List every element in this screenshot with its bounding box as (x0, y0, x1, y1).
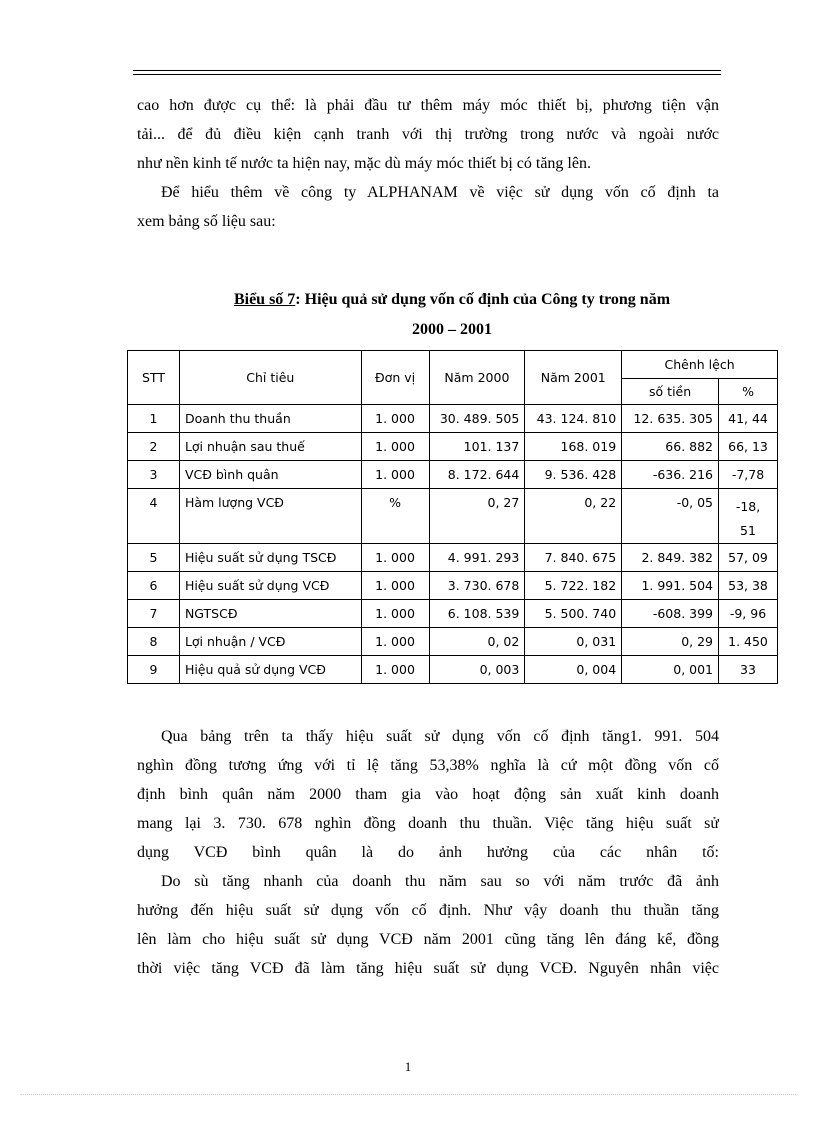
cell-year-2001: 7. 840. 675 (525, 544, 622, 572)
cell-year-2001: 168. 019 (525, 433, 622, 461)
header-amount: số tiền (622, 379, 719, 405)
cell-indicator: Hiệu quả sử dụng VCĐ (179, 656, 361, 684)
table-row (128, 572, 778, 600)
cell-amount: -0, 05 (622, 489, 719, 544)
cell-stt: 5 (128, 544, 180, 572)
header-stt: STT (128, 351, 180, 405)
analysis-line: lên làm cho hiệu suất sử dụng VCĐ năm 2001 cũng tăng lên đáng kể, đồng (137, 931, 719, 948)
cell-year-2000: 0, 27 (429, 489, 525, 544)
cell-stt: 9 (128, 656, 180, 684)
cell-year-2001: 0, 22 (525, 489, 622, 544)
cell-percent: 57, 09 (719, 544, 778, 572)
cell-percent-part1: -18, (735, 499, 761, 514)
cell-indicator: Hiệu suất sử dụng TSCĐ (179, 544, 361, 572)
intro-line: cao hơn được cụ thể: là phải đầu tư thêm máy móc thiết bị, phương tiện vận (137, 97, 719, 114)
cell-indicator: Doanh thu thuần (179, 405, 361, 433)
analysis-line: Qua bảng trên ta thấy hiệu suất sử dụng vốn cố định tăng1. 991. 504 (161, 728, 719, 745)
cell-amount: 2. 849. 382 (622, 544, 719, 572)
cell-year-2001: 0, 031 (525, 628, 622, 656)
cell-percent: 1. 450 (719, 628, 778, 656)
cell-amount: 0, 29 (622, 628, 719, 656)
cell-indicator: VCĐ bình quân (179, 461, 361, 489)
table-header-row (128, 351, 778, 379)
fixed-capital-efficiency-table (127, 350, 778, 684)
cell-year-2000: 3. 730. 678 (429, 572, 525, 600)
cell-percent: -7,78 (719, 461, 778, 489)
cell-percent: 33 (719, 656, 778, 684)
table-row (128, 544, 778, 572)
analysis-line: Do sù tăng nhanh của doanh thu năm sau so với năm trước đã ảnh (161, 873, 719, 890)
cell-year-2000: 8. 172. 644 (429, 461, 525, 489)
cell-unit: 1. 000 (361, 405, 429, 433)
cell-stt: 4 (128, 489, 180, 544)
cell-unit: 1. 000 (361, 656, 429, 684)
cell-amount: -636. 216 (622, 461, 719, 489)
cell-year-2000: 0, 02 (429, 628, 525, 656)
cell-year-2000: 101. 137 (429, 433, 525, 461)
cell-amount: -608. 399 (622, 600, 719, 628)
header-year-2001: Năm 2001 (525, 351, 622, 405)
cell-percent-part2: 51 (740, 523, 756, 538)
cell-year-2001: 0, 004 (525, 656, 622, 684)
cell-unit: 1. 000 (361, 433, 429, 461)
cell-amount: 12. 635. 305 (622, 405, 719, 433)
analysis-line: dụng VCĐ bình quân là do ảnh hưởng của các nhân tố: (137, 844, 719, 861)
cell-year-2000: 4. 991. 293 (429, 544, 525, 572)
table-row (128, 433, 778, 461)
table-caption (127, 285, 777, 345)
cell-stt: 2 (128, 433, 180, 461)
table-row (128, 600, 778, 628)
cell-unit: 1. 000 (361, 628, 429, 656)
cell-indicator: Hàm lượng VCĐ (179, 489, 361, 544)
analysis-line: thời việc tăng VCĐ đã làm tăng hiệu suất sử dụng VCĐ. Nguyên nhân việc (137, 960, 719, 977)
cell-unit: 1. 000 (361, 544, 429, 572)
table-row (128, 461, 778, 489)
cell-stt: 6 (128, 572, 180, 600)
intro-line: xem bảng số liệu sau: (137, 213, 276, 230)
caption-years: 2000 – 2001 (412, 321, 492, 338)
cell-unit: 1. 000 (361, 572, 429, 600)
analysis-paragraph (137, 722, 719, 983)
header-indicator: Chỉ tiêu (179, 351, 361, 405)
cell-amount: 66. 882 (622, 433, 719, 461)
intro-line: Để hiểu thêm về công ty ALPHANAM về việc sử dụng vốn cố định ta (161, 184, 719, 201)
header-difference: Chênh lệch (622, 351, 778, 379)
cell-amount: 0, 001 (622, 656, 719, 684)
cell-year-2001: 43. 124. 810 (525, 405, 622, 433)
page-bottom-divider (20, 1094, 796, 1095)
cell-amount: 1. 991. 504 (622, 572, 719, 600)
cell-percent: -9, 96 (719, 600, 778, 628)
cell-indicator: Hiệu suất sử dụng VCĐ (179, 572, 361, 600)
analysis-line: nghìn đồng tương ứng với tỉ lệ tăng 53,38% nghĩa là cứ một đồng vốn cố (137, 757, 719, 774)
cell-indicator: Lợi nhuận sau thuế (179, 433, 361, 461)
table-row (128, 489, 778, 544)
header-rule-bottom (133, 74, 721, 75)
cell-stt: 8 (128, 628, 180, 656)
cell-year-2000: 0, 003 (429, 656, 525, 684)
cell-stt: 7 (128, 600, 180, 628)
header-rule-top (133, 70, 721, 71)
cell-year-2001: 5. 500. 740 (525, 600, 622, 628)
cell-percent: 53, 38 (719, 572, 778, 600)
cell-year-2001: 9. 536. 428 (525, 461, 622, 489)
intro-paragraph (137, 91, 719, 236)
cell-percent: 66, 13 (719, 433, 778, 461)
cell-stt: 1 (128, 405, 180, 433)
cell-unit: % (361, 489, 429, 544)
header-year-2000: Năm 2000 (429, 351, 525, 405)
analysis-line: mang lại 3. 730. 678 nghìn đồng doanh thu thuần. Việc tăng hiệu suất sử (137, 815, 719, 832)
caption-label: Biểu số 7 (233, 291, 296, 308)
cell-percent: 41, 44 (719, 405, 778, 433)
cell-indicator: Lợi nhuận / VCĐ (179, 628, 361, 656)
cell-year-2000: 6. 108. 539 (429, 600, 525, 628)
caption-title: : Hiệu quả sử dụng vốn cố định của Công ty trong năm (295, 291, 671, 308)
intro-line: tải... để đủ điều kiện cạnh tranh với thị trường trong nước và ngoài nước (137, 126, 719, 143)
cell-unit: 1. 000 (361, 461, 429, 489)
header-percent: % (719, 379, 778, 405)
cell-year-2001: 5. 722. 182 (525, 572, 622, 600)
table-row (128, 628, 778, 656)
analysis-line: hưởng đến hiệu suất sử dụng vốn cố định. Như vậy doanh thu thuần tăng (137, 902, 719, 919)
table-row (128, 405, 778, 433)
table-row (128, 656, 778, 684)
cell-unit: 1. 000 (361, 600, 429, 628)
analysis-line: định bình quân năm 2000 tham gia vào hoạt động sản xuất kinh doanh (137, 786, 719, 803)
cell-indicator: NGTSCĐ (179, 600, 361, 628)
cell-percent (719, 489, 778, 544)
cell-stt: 3 (128, 461, 180, 489)
intro-line: như nền kinh tế nước ta hiện nay, mặc dù máy móc thiết bị có tăng lên. (137, 155, 591, 172)
page-number: 1 (404, 1059, 412, 1074)
cell-year-2000: 30. 489. 505 (429, 405, 525, 433)
header-unit: Đơn vị (361, 351, 429, 405)
